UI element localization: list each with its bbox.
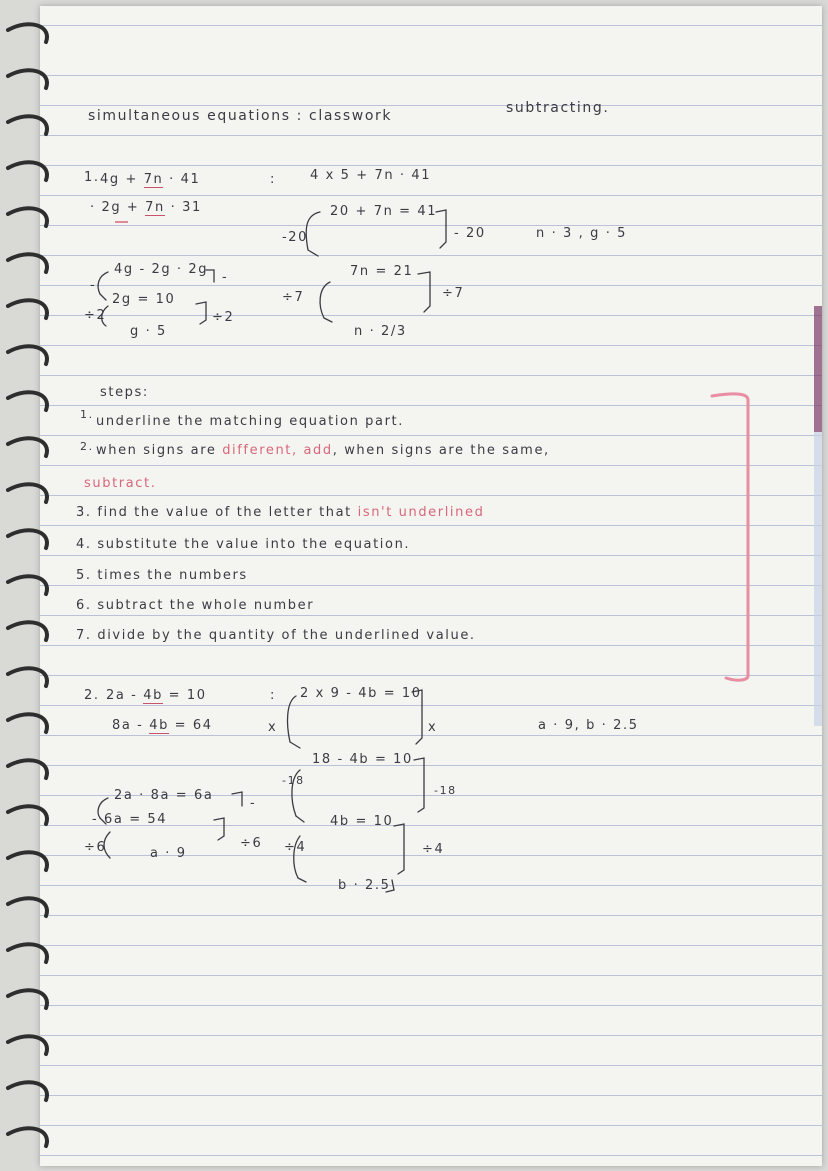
ex2-number: 2. [84,688,100,703]
ex2-equation-1: 2a - 4b = 10 [106,688,207,703]
ex2-a-result: a · 9 [150,846,187,861]
ex1-elim-minus: - [222,270,229,285]
step-2-number: 2. [80,440,94,453]
ex2-elimination: 2a · 8a = 6a [114,788,214,803]
ex1-div7-left: ÷7 [282,290,305,305]
ex2-div4-right: ÷4 [422,842,445,857]
page-edge-tabs [814,306,822,726]
ex1-number: 1. [84,170,100,185]
ex2-elim-minus: - [250,796,257,811]
step-6: 6. subtract the whole number [76,598,315,613]
ex1-div2-left: ÷2 [84,308,107,323]
ex2-b-result: b · 2.5 [338,878,391,893]
ex2-m18-left: -18 [282,774,305,787]
ex2-step-6a: - 6a = 54 [92,812,168,827]
ex1-g-result: g · 5 [130,324,167,339]
steps-heading: steps: [100,385,149,400]
ex2-colon: : [270,688,276,703]
ex1-line-20-7n: 20 + 7n = 41 [330,204,438,219]
step-1-number: 1. [80,408,94,421]
ex1-step-2g: 2g = 10 [112,292,176,307]
step-1: underline the matching equation part. [96,414,404,429]
ex1-div2-right: ÷2 [212,310,235,325]
ex1-elimination: 4g - 2g · 2g [114,262,209,277]
ex2-line-4b: 4b = 10 [330,814,394,829]
ex2-equation-2: 8a - 4b = 64 [112,718,213,733]
ex2-div6-left: ÷6 [84,840,107,855]
ex1-equation-2: · 2g + 7n · 31 [90,200,202,215]
ex1-line-7n: 7n = 21 [350,264,414,279]
ex2-substitution: 2 x 9 - 4b = 10 [300,686,422,701]
ex1-equation-1: 4g + 7n · 41 [100,172,201,187]
ex2-times-left: x [268,720,278,735]
step-5: 5. times the numbers [76,568,248,583]
ex1-n-result: n · 2/3 [354,324,407,339]
ex1-colon: : [270,172,276,187]
ex2-div6-right: ÷6 [240,836,263,851]
ex1-minus20-right: - 20 [454,226,486,241]
title-text: simultaneous equations : classwork [88,108,393,124]
method-text: subtracting. [506,100,610,116]
ex2-answer: a · 9, b · 2.5 [538,718,639,733]
ex2-m18-right: -18 [434,784,457,797]
ex1-div7-right: ÷7 [442,286,465,301]
ex2-div4-left: ÷4 [284,840,307,855]
ex1-substitution: 4 x 5 + 7n · 41 [310,168,432,183]
spiral-binding [0,0,60,1171]
step-2: when signs are different, add, when signs are the same, [96,443,550,458]
ex1-minus20-left: -20 [282,230,309,245]
step-7: 7. divide by the quantity of the underlined value. [76,628,476,643]
step-3: 3. find the value of the letter that isn't underlined [76,505,485,520]
step-2-continued: subtract. [84,476,157,491]
ex2-line-18: 18 - 4b = 10 [312,752,413,767]
ex1-left-minus: - [90,278,97,293]
ex1-answer: n · 3 , g · 5 [536,226,628,241]
step-4: 4. substitute the value into the equation. [76,537,411,552]
ex2-times-right: x [428,720,438,735]
